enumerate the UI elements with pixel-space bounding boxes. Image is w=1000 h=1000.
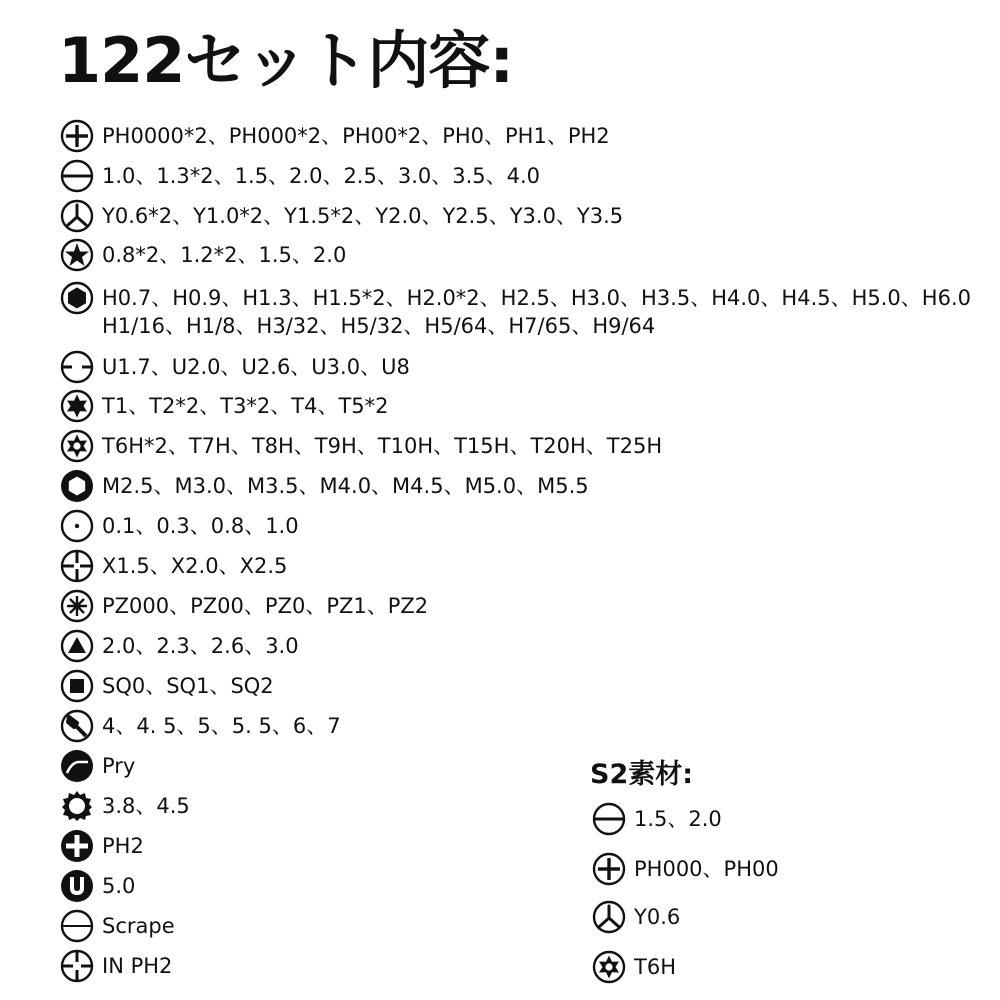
torx-security-bit-icon xyxy=(60,429,94,463)
list-item xyxy=(60,162,540,193)
list-item xyxy=(592,953,676,984)
hex-bit-icon xyxy=(60,281,94,315)
pozidriv-bit-icon xyxy=(60,589,94,623)
list-item xyxy=(60,872,135,903)
list-item xyxy=(60,353,410,384)
list-item xyxy=(60,952,172,983)
point-bit-icon xyxy=(60,509,94,543)
list-item xyxy=(60,752,135,783)
page-title: 122セット内容: xyxy=(58,24,514,97)
u-bit-icon xyxy=(60,350,94,384)
bit-sizes: T6H xyxy=(634,955,676,979)
gear-bit-icon xyxy=(60,789,94,823)
cross-x-bit-icon xyxy=(60,549,94,583)
list-item xyxy=(60,832,144,863)
list-item xyxy=(60,392,389,423)
list-item xyxy=(60,284,971,340)
u-solid-bit-icon xyxy=(60,869,94,903)
list-item xyxy=(60,122,610,153)
list-item xyxy=(592,805,722,836)
torx-security-bit-icon xyxy=(592,950,626,984)
bit-sizes: 4、4. 5、5、5. 5、6、7 xyxy=(102,714,341,738)
bit-sizes: PH000、PH00 xyxy=(634,857,779,881)
pry-bit-icon xyxy=(60,749,94,783)
wrench-bit-icon xyxy=(60,709,94,743)
phillips-bit-icon xyxy=(592,852,626,886)
list-item xyxy=(60,712,341,743)
bit-sizes: 1.5、2.0 xyxy=(634,807,722,831)
square-bit-icon xyxy=(60,669,94,703)
list-item xyxy=(60,202,623,233)
pentalobe-bit-icon xyxy=(60,238,94,272)
bit-sizes: H0.7、H0.9、H1.3、H1.5*2、H2.0*2、H2.5、H3.0、H3.5、H4.0、H4.5、H5.0、H6.0 xyxy=(102,286,971,310)
bit-sizes: Scrape xyxy=(102,914,175,938)
list-item xyxy=(60,512,299,543)
bit-sizes: H1/16、H1/8、H3/32、H5/32、H5/64、H7/65、H9/64 xyxy=(102,314,656,338)
bit-sizes: X1.5、X2.0、X2.5 xyxy=(102,554,288,578)
bit-sizes: Pry xyxy=(102,754,136,778)
s2-section-title: S2素材: xyxy=(590,759,694,790)
list-item xyxy=(60,672,274,703)
phillips-bit-icon xyxy=(60,119,94,153)
bit-sizes: 0.8*2、1.2*2、1.5、2.0 xyxy=(102,243,347,267)
triangle-bit-icon xyxy=(60,629,94,663)
bit-sizes: 1.0、1.3*2、1.5、2.0、2.5、3.0、3.5、4.0 xyxy=(102,164,541,188)
bit-sizes: T6H*2、T7H、T8H、T9H、T10H、T15H、T20H、T25H xyxy=(102,434,663,458)
bit-sizes: PH2 xyxy=(102,834,144,858)
bit-sizes: 0.1、0.3、0.8、1.0 xyxy=(102,514,299,538)
list-item xyxy=(60,432,662,463)
bit-sizes: Y0.6 xyxy=(634,905,681,929)
slotted-bit-icon xyxy=(60,159,94,193)
bit-sizes: PH0000*2、PH000*2、PH00*2、PH0、PH1、PH2 xyxy=(102,124,610,148)
torx-bit-icon xyxy=(60,389,94,423)
list-item xyxy=(60,912,175,943)
bit-sizes: Y0.6*2、Y1.0*2、Y1.5*2、Y2.0、Y2.5、Y3.0、Y3.5 xyxy=(102,204,624,228)
list-item xyxy=(60,472,589,503)
hex-socket-bit-icon xyxy=(60,469,94,503)
bit-sizes: 5.0 xyxy=(102,874,136,898)
bit-sizes: SQ0、SQ1、SQ2 xyxy=(102,674,274,698)
slotted-bit-icon xyxy=(592,802,626,836)
list-item xyxy=(60,552,287,583)
tri-wing-bit-icon xyxy=(60,199,94,233)
bit-sizes-block xyxy=(102,284,971,340)
scrape-bit-icon xyxy=(60,909,94,943)
bit-sizes: T1、T2*2、T3*2、T4、T5*2 xyxy=(102,394,389,418)
bit-sizes: U1.7、U2.0、U2.6、U3.0、U8 xyxy=(102,355,410,379)
in-phillips-bit-icon xyxy=(60,949,94,983)
list-item xyxy=(60,592,428,623)
list-item xyxy=(60,792,190,823)
list-item xyxy=(60,632,299,663)
list-item xyxy=(60,241,346,272)
bit-sizes: M2.5、M3.0、M3.5、M4.0、M4.5、M5.0、M5.5 xyxy=(102,474,589,498)
phillips-solid-bit-icon xyxy=(60,829,94,863)
bit-sizes: 2.0、2.3、2.6、3.0 xyxy=(102,634,299,658)
bit-sizes: PZ000、PZ00、PZ0、PZ1、PZ2 xyxy=(102,594,429,618)
list-item xyxy=(592,855,779,886)
bit-sizes: 3.8、4.5 xyxy=(102,794,190,818)
list-item xyxy=(592,903,680,934)
bit-sizes: IN PH2 xyxy=(102,954,173,978)
tri-wing-bit-icon xyxy=(592,900,626,934)
